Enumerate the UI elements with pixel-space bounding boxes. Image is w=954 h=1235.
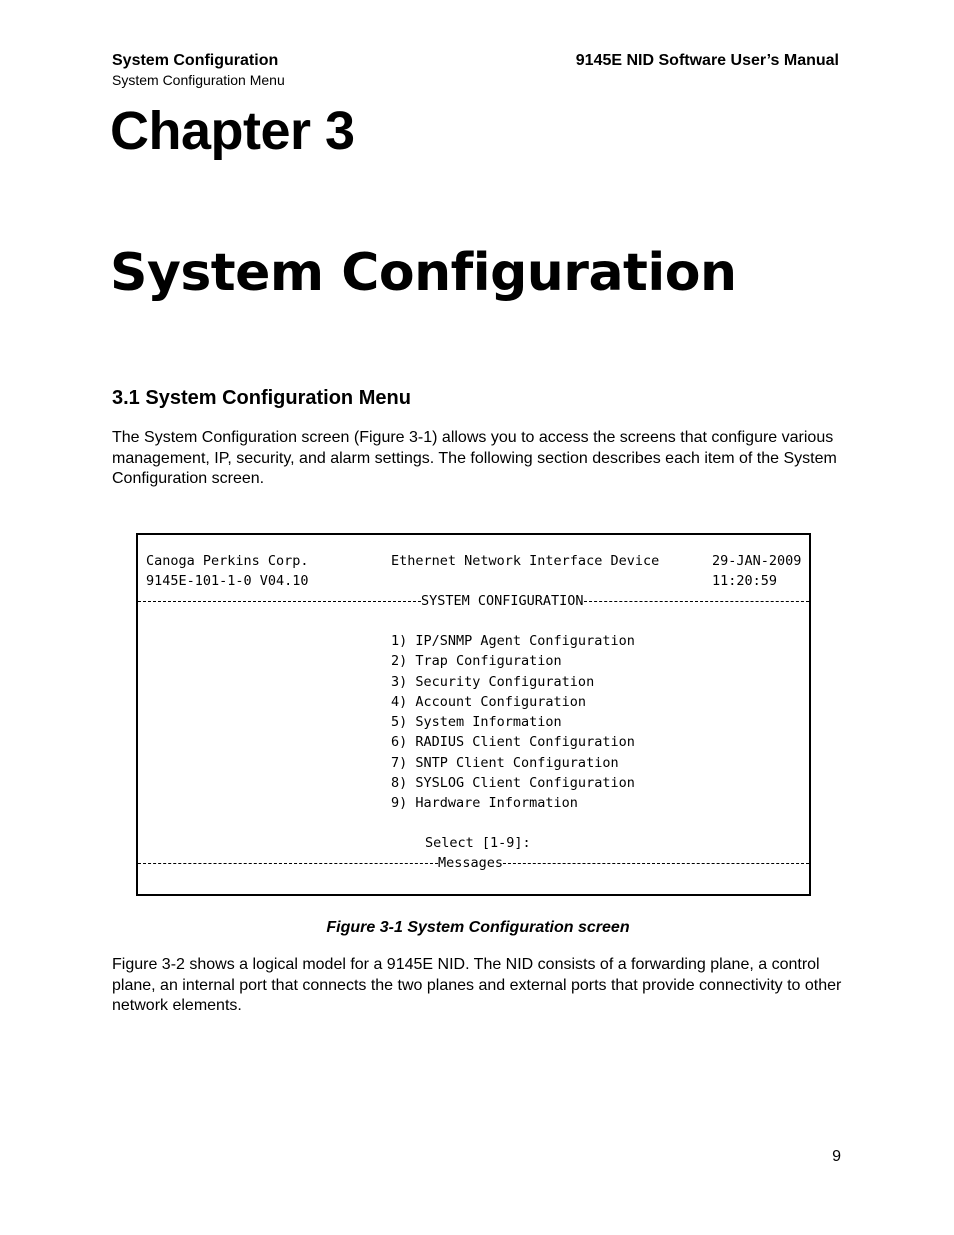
menu-list xyxy=(391,631,635,814)
menu-item-trap[interactable]: 2) Trap Configuration xyxy=(391,653,562,670)
menu-item-security[interactable]: 3) Security Configuration xyxy=(391,673,595,690)
running-header-section: System Configuration xyxy=(112,52,279,69)
page-number: 9 xyxy=(832,1148,841,1165)
menu-item-ip-snmp[interactable]: 1) IP/SNMP Agent Configuration xyxy=(391,633,635,649)
messages-label: Messages xyxy=(438,855,504,871)
screen-title: SYSTEM CONFIGURATION xyxy=(421,593,584,609)
terminal-screen xyxy=(136,533,811,896)
figure-caption-text: Figure 3-1 System Configuration screen xyxy=(326,919,630,936)
running-header-manual-title: 9145E NID Software User’s Manual xyxy=(575,52,839,69)
terminal-company: Canoga Perkins Corp. xyxy=(146,553,309,569)
menu-item-hardware-information[interactable]: 9) Hardware Information xyxy=(391,795,578,812)
menu-item-sntp[interactable]: 7) SNTP Client Configuration xyxy=(391,754,619,771)
chapter-label: Chapter 3 xyxy=(110,101,355,161)
terminal-model: 9145E-101-1-0 V04.10 xyxy=(146,573,309,589)
terminal-date: 29-JAN-2009 xyxy=(712,553,802,569)
menu-item-system-information[interactable]: 5) System Information xyxy=(391,714,562,731)
running-header-subsection: System Configuration Menu xyxy=(112,72,285,88)
menu-item-syslog[interactable]: 8) SYSLOG Client Configuration xyxy=(391,775,635,792)
screen-title-divider xyxy=(138,591,809,611)
intro-paragraph: The System Configuration screen (Figure 3-1) allows you to access the screens that configure various management, IP, security, and alarm settings. The following section describes each item of the System Configuration screen. xyxy=(112,429,837,487)
body-paragraph: Figure 3-2 shows a logical model for a 9145E NID. The NID consists of a forwarding plane, a control plane, an internal port that connects the two planes and external ports that provide connectivity to other network elements. xyxy=(112,956,842,1014)
chapter-title: System Configuration xyxy=(110,243,737,303)
figure-caption xyxy=(0,919,954,937)
menu-item-radius[interactable]: 6) RADIUS Client Configuration xyxy=(391,734,635,751)
terminal-time: 11:20:59 xyxy=(712,573,778,589)
section-heading: 3.1 System Configuration Menu xyxy=(112,387,411,409)
terminal-device: Ethernet Network Interface Device xyxy=(391,553,660,569)
select-prompt[interactable]: Select [1-9]: xyxy=(425,835,531,851)
menu-item-account[interactable]: 4) Account Configuration xyxy=(391,693,587,710)
messages-divider xyxy=(138,853,809,873)
